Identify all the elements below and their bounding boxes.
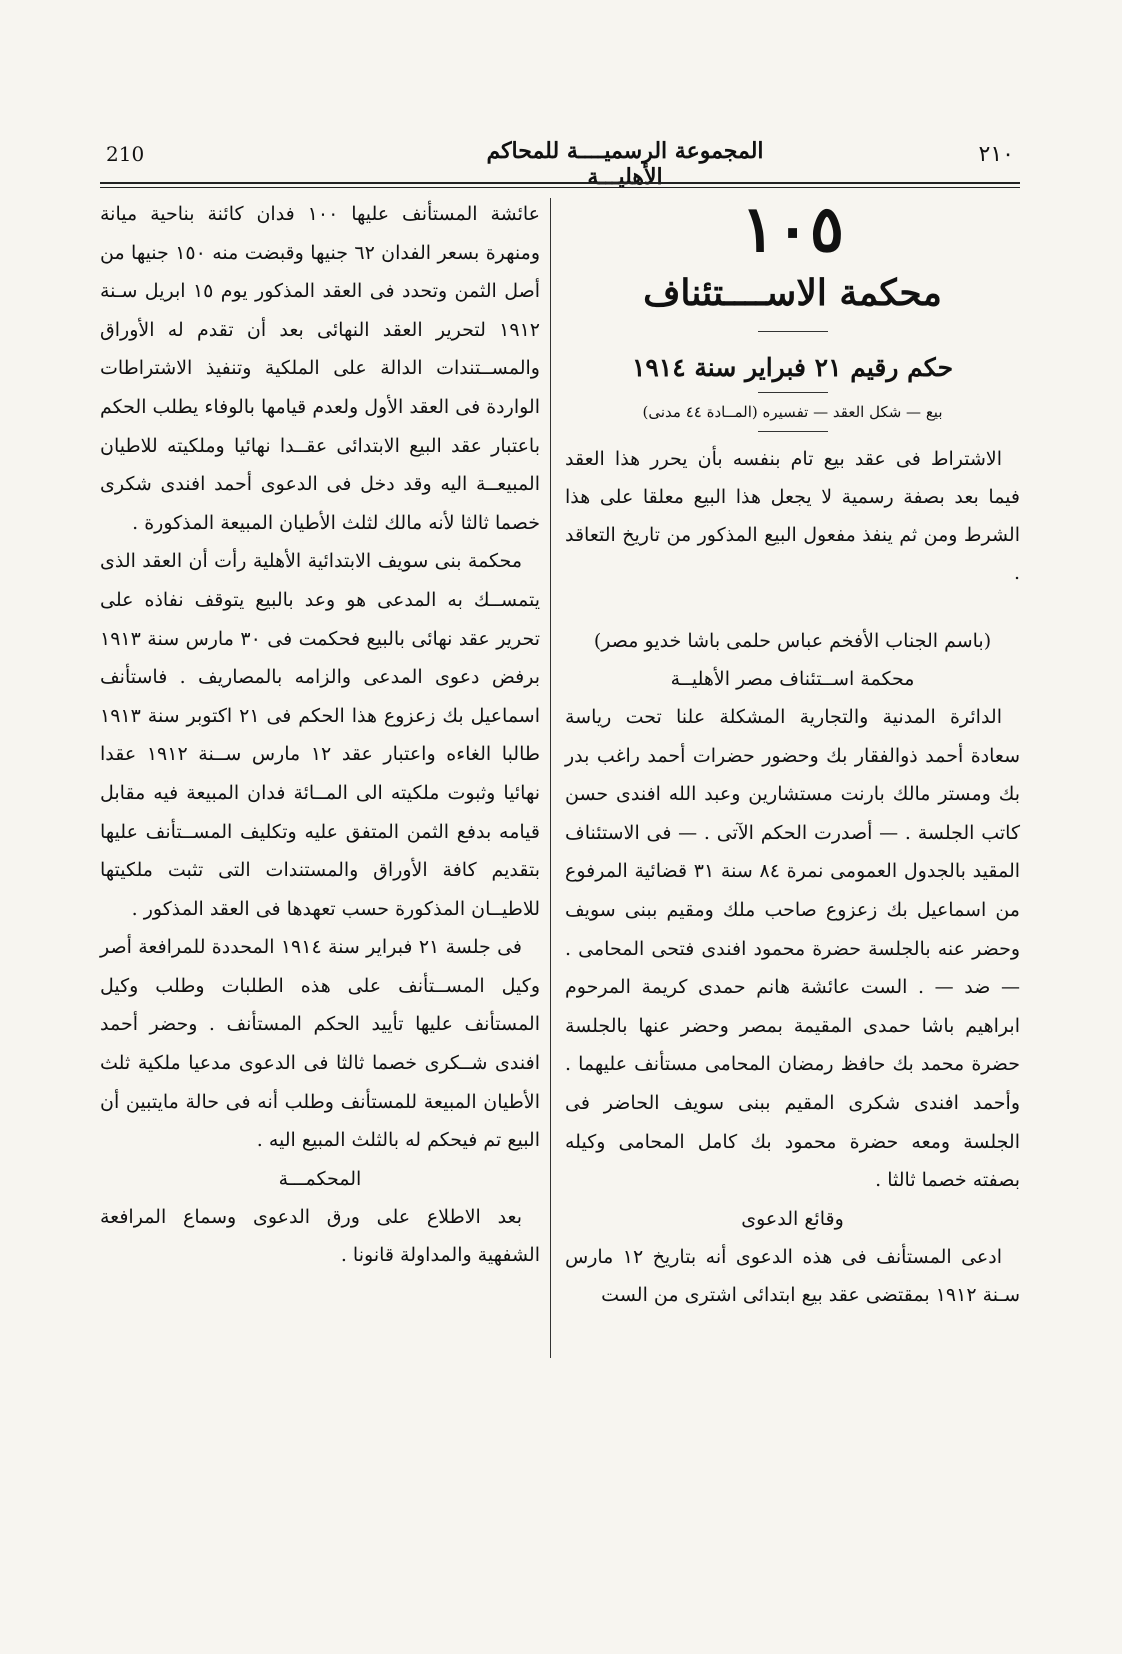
- court-name: محكمة الاســــتئناف: [643, 272, 942, 314]
- running-title: المجموعة الرسميــــة للمحاكم الأهليـــة: [486, 138, 764, 190]
- court-heading: المحكمـــة: [278, 1167, 362, 1190]
- body-paragraph: محكمة بنى سويف الابتدائية الأهلية رأت أن العقد الذى يتمســك به المدعى هو وعد بالبيع يتوقف نفاذه على تحرير عقد نهائى بالبيع فحكمت فى ٣٠ مارس سنة ١٩١٣ برفض دعوى المدعى والزامه بالمصاريف . فاستأنف اسماعيل بك زعزوع هذا الحكم فى ٢١ اكتوبر سنة ١٩١٣ طالبا الغاءه واعتبار عقد ١٢ مارس ســنة ١٩١٢ عقدا نهائيا وثبوت ملكيته الى المــائة فدان المبيعة فيه مقابل قيامه بدفع الثمن المتفق عليه وتكليف المســتأنف عليها بتقديم كافة الأوراق والمستندات التى تثبت ملكيتها للاطيــان المذكورة حسب تعهدها فى العقد المذكور .: [100, 550, 541, 920]
- header-rule: [100, 182, 1020, 184]
- divider: [758, 431, 828, 432]
- page-header: [100, 138, 1020, 190]
- divider: [758, 392, 828, 393]
- page-number-latin: 210: [106, 142, 145, 166]
- case-number: ١٠٥: [740, 192, 845, 267]
- body-paragraph: عائشة المستأنف عليها ١٠٠ فدان كائنة بناحية ميانة ومنهرة بسعر الفدان ٦٢ جنيها وقبضت منه ١٥٠ جنيها من أصل الثمن وتحدد فى العقد المذكور يوم ١٥ ابريل سـنة ١٩١٢ لتحرير العقد النهائى بعد أن تقدم له الأوراق والمســتندات الدالة على الملكية وتنفيذ الاشتراطات الواردة فى العقد الأول ولعدم قيامها بالوفاء يطلب الحكم باعتبار عقد البيع الابتدائى عقــدا نهائيا وملكيته للاطيان المبيعــة اليه وقد دخل فى الدعوى أحمد افندى شكرى خصما ثالثا لأنه مالك لثلث الأطيان المبيعة المذكورة .: [100, 203, 541, 534]
- keywords: بيع — شكل العقد — تفسيره (المــادة ٤٤ مدنى): [642, 403, 943, 421]
- ruling-date: حكم رقيم ٢١ فبراير سنة ١٩١٤: [631, 353, 954, 382]
- column-divider: [550, 198, 551, 1358]
- body-paragraph: الدائرة المدنية والتجارية المشكلة علنا تحت رياسة سعادة أحمد ذوالفقار بك وحضور حضرات أحمد راغب بدر بك ومستر مالك بارنت مستشارين وعبد الله افندى حسن كاتب الجلسة . — أصدرت الحكم الآتى . — فى الاستئناف المقيد بالجدول العمومى نمرة ٨٤ سنة ٣١ قضائية المرفوع من اسماعيل بك زعزوع صاحب ملك ومقيم ببنى سويف وحضر عنه بالجلسة حضرة محمود افندى فتحى المحامى . — ضد — . الست عائشة هانم حمدى كريمة المرحوم ابراهيم باشا حمدى المقيمة بمصر وحضر عنها بالجلسة حضرة محمد بك حافظ رمضان المحامى مستأنف عليهما . وأحمد افندى شكرى المقيم ببنى سويف الحاضر فى الجلسة ومعه حضرة محمود بك كامل المحامى وكيله بصفته خصما ثالثا .: [565, 706, 1021, 1192]
- body-paragraph: بعد الاطلاع على ورق الدعوى وسماع المرافعة الشفهية والمداولة قانونا .: [100, 1205, 540, 1267]
- divider: [758, 331, 828, 332]
- body-paragraph: ادعى المستأنف فى هذه الدعوى أنه بتاريخ ١٢ مارس سـنة ١٩١٢ بمقتضى عقد بيع ابتدائى اشترى من الست: [565, 1245, 1020, 1307]
- court-subtitle: محكمة اســتئناف مصر الأهليــة: [670, 668, 915, 690]
- royal-invocation: (باسم الجناب الأفخم عباس حلمى باشا خديو مصر): [593, 630, 992, 652]
- right-column: [565, 192, 1021, 1315]
- facts-heading: وقائع الدعوى: [741, 1207, 844, 1230]
- summary-paragraph: الاشتراط فى عقد بيع تام بنفسه بأن يحرر هذا العقد فيما بعد بصفة رسمية لا يجعل هذا البيع معلقا على هذا الشرط ومن ثم ينفذ مفعول البيع المذكور من تاريخ التعاقد .: [565, 448, 1020, 584]
- page-number-arabic: ٢١٠: [978, 142, 1014, 167]
- header-rule-thin: [100, 187, 1020, 188]
- left-column: [100, 195, 540, 1275]
- body-paragraph: فى جلسة ٢١ فبراير سنة ١٩١٤ المحددة للمرافعة أصر وكيل المســتأنف على هذه الطلبات وطلب وكيل المستأنف عليها تأييد الحكم المستأنف . وحضر أحمد افندى شــكرى خصما ثالثا فى الدعوى مدعيا ملكية ثلث الأطيان المبيعة للمستأنف وطلب أنه فى حالة مايتبين أن البيع تم فيحكم له بالثلث المبيع اليه .: [100, 936, 540, 1152]
